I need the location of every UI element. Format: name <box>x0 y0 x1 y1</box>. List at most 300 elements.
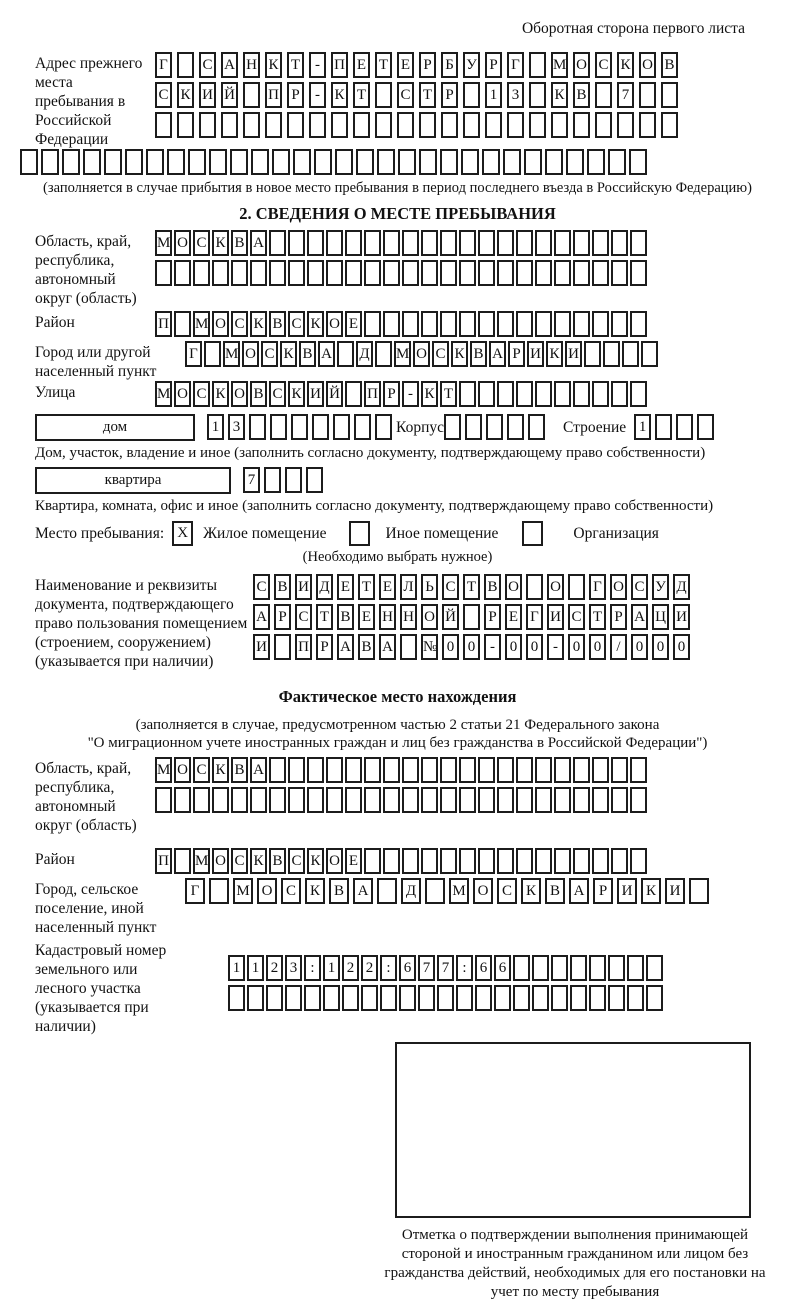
char-box[interactable] <box>535 260 552 286</box>
char-box[interactable] <box>516 757 533 783</box>
char-box[interactable] <box>265 112 282 138</box>
char-box[interactable] <box>486 414 503 440</box>
char-box[interactable] <box>589 955 606 981</box>
char-box[interactable] <box>463 112 480 138</box>
char-box[interactable] <box>441 112 458 138</box>
char-box[interactable] <box>440 260 457 286</box>
char-box[interactable]: Г <box>185 878 205 904</box>
char-box[interactable] <box>228 985 245 1011</box>
char-box[interactable] <box>551 955 568 981</box>
char-box[interactable]: Е <box>397 52 414 78</box>
char-box[interactable] <box>193 787 210 813</box>
char-box[interactable] <box>167 149 185 175</box>
char-box[interactable] <box>554 230 571 256</box>
char-box[interactable]: 7 <box>418 955 435 981</box>
char-box[interactable]: 0 <box>526 634 543 660</box>
char-box[interactable] <box>535 848 552 874</box>
char-box[interactable] <box>497 311 514 337</box>
char-box[interactable] <box>364 311 381 337</box>
char-box[interactable]: Р <box>441 82 458 108</box>
apartment-type-box[interactable]: квартира <box>35 467 231 494</box>
char-box[interactable]: 0 <box>442 634 459 660</box>
char-box[interactable]: К <box>288 381 305 407</box>
char-box[interactable] <box>459 787 476 813</box>
char-box[interactable] <box>375 112 392 138</box>
char-box[interactable] <box>326 230 343 256</box>
char-box[interactable]: К <box>250 311 267 337</box>
char-box[interactable] <box>402 311 419 337</box>
char-box[interactable]: Й <box>326 381 343 407</box>
char-box[interactable] <box>421 311 438 337</box>
char-box[interactable]: К <box>280 341 297 367</box>
char-box[interactable] <box>337 341 354 367</box>
char-box[interactable] <box>587 149 605 175</box>
char-box[interactable] <box>689 878 709 904</box>
char-box[interactable] <box>646 985 663 1011</box>
char-box[interactable]: П <box>265 82 282 108</box>
char-box[interactable] <box>485 112 502 138</box>
char-box[interactable]: 3 <box>507 82 524 108</box>
char-box[interactable]: С <box>269 381 286 407</box>
char-box[interactable] <box>421 757 438 783</box>
char-box[interactable]: Л <box>400 574 417 600</box>
char-box[interactable]: С <box>497 878 517 904</box>
char-box[interactable]: В <box>231 230 248 256</box>
char-box[interactable] <box>174 848 191 874</box>
char-box[interactable] <box>402 230 419 256</box>
char-box[interactable] <box>463 604 480 630</box>
char-box[interactable]: С <box>193 230 210 256</box>
char-box[interactable]: И <box>547 604 564 630</box>
char-box[interactable]: 7 <box>243 467 260 493</box>
char-box[interactable] <box>177 52 194 78</box>
char-box[interactable]: Д <box>316 574 333 600</box>
char-box[interactable] <box>421 260 438 286</box>
char-box[interactable] <box>155 787 172 813</box>
char-box[interactable]: К <box>521 878 541 904</box>
char-box[interactable] <box>676 414 693 440</box>
char-box[interactable] <box>639 112 656 138</box>
char-box[interactable]: О <box>257 878 277 904</box>
char-box[interactable]: С <box>595 52 612 78</box>
char-box[interactable] <box>440 757 457 783</box>
char-box[interactable] <box>345 787 362 813</box>
char-box[interactable] <box>269 230 286 256</box>
char-box[interactable] <box>204 341 221 367</box>
char-box[interactable] <box>285 985 302 1011</box>
char-box[interactable]: П <box>155 848 172 874</box>
char-box[interactable]: И <box>527 341 544 367</box>
char-box[interactable]: О <box>413 341 430 367</box>
char-box[interactable] <box>629 149 647 175</box>
char-box[interactable] <box>231 787 248 813</box>
char-box[interactable]: С <box>288 848 305 874</box>
char-box[interactable] <box>573 757 590 783</box>
char-box[interactable]: О <box>242 341 259 367</box>
char-box[interactable]: № <box>421 634 438 660</box>
char-box[interactable]: Т <box>419 82 436 108</box>
char-box[interactable] <box>188 149 206 175</box>
char-box[interactable] <box>288 260 305 286</box>
char-box[interactable]: М <box>233 878 253 904</box>
char-box[interactable] <box>125 149 143 175</box>
char-box[interactable]: Г <box>526 604 543 630</box>
char-box[interactable] <box>461 149 479 175</box>
char-box[interactable] <box>418 985 435 1011</box>
char-box[interactable] <box>398 149 416 175</box>
char-box[interactable]: С <box>261 341 278 367</box>
char-box[interactable] <box>421 787 438 813</box>
char-box[interactable]: М <box>394 341 411 367</box>
char-box[interactable]: К <box>421 381 438 407</box>
char-box[interactable] <box>497 757 514 783</box>
char-box[interactable] <box>269 260 286 286</box>
char-box[interactable] <box>383 757 400 783</box>
char-box[interactable] <box>526 574 543 600</box>
char-box[interactable] <box>478 848 495 874</box>
char-box[interactable] <box>639 82 656 108</box>
char-box[interactable]: М <box>155 230 172 256</box>
char-box[interactable]: О <box>573 52 590 78</box>
char-box[interactable]: О <box>547 574 564 600</box>
char-box[interactable]: Г <box>185 341 202 367</box>
char-box[interactable] <box>611 787 628 813</box>
char-box[interactable] <box>529 112 546 138</box>
char-box[interactable] <box>516 787 533 813</box>
char-box[interactable]: Г <box>155 52 172 78</box>
char-box[interactable] <box>383 787 400 813</box>
char-box[interactable]: А <box>379 634 396 660</box>
char-box[interactable] <box>595 82 612 108</box>
char-box[interactable] <box>383 260 400 286</box>
char-box[interactable] <box>230 149 248 175</box>
char-box[interactable] <box>314 149 332 175</box>
char-box[interactable]: И <box>673 604 690 630</box>
char-box[interactable] <box>380 985 397 1011</box>
char-box[interactable] <box>528 414 545 440</box>
char-box[interactable] <box>83 149 101 175</box>
char-box[interactable] <box>104 149 122 175</box>
char-box[interactable]: Д <box>401 878 421 904</box>
char-box[interactable] <box>199 112 216 138</box>
char-box[interactable]: 6 <box>475 955 492 981</box>
char-box[interactable] <box>589 985 606 1011</box>
char-box[interactable] <box>209 149 227 175</box>
char-box[interactable] <box>421 230 438 256</box>
char-box[interactable]: Б <box>441 52 458 78</box>
char-box[interactable] <box>221 112 238 138</box>
char-box[interactable] <box>611 381 628 407</box>
char-box[interactable] <box>440 230 457 256</box>
char-box[interactable] <box>361 985 378 1011</box>
char-box[interactable]: 0 <box>463 634 480 660</box>
char-box[interactable]: 1 <box>207 414 224 440</box>
char-box[interactable] <box>269 787 286 813</box>
char-box[interactable] <box>554 787 571 813</box>
char-box[interactable] <box>535 757 552 783</box>
char-box[interactable]: Е <box>337 574 354 600</box>
char-box[interactable] <box>400 634 417 660</box>
char-box[interactable]: Ь <box>421 574 438 600</box>
char-box[interactable] <box>342 985 359 1011</box>
char-box[interactable] <box>573 311 590 337</box>
char-box[interactable]: Й <box>221 82 238 108</box>
char-box[interactable] <box>630 230 647 256</box>
char-box[interactable] <box>251 149 269 175</box>
char-box[interactable]: Е <box>505 604 522 630</box>
char-box[interactable]: 0 <box>568 634 585 660</box>
char-box[interactable] <box>630 311 647 337</box>
char-box[interactable]: / <box>610 634 627 660</box>
char-box[interactable] <box>402 260 419 286</box>
char-box[interactable]: В <box>269 848 286 874</box>
char-box[interactable]: М <box>223 341 240 367</box>
char-box[interactable]: К <box>250 848 267 874</box>
char-box[interactable] <box>608 955 625 981</box>
char-box[interactable] <box>507 112 524 138</box>
char-box[interactable]: В <box>470 341 487 367</box>
char-box[interactable] <box>478 230 495 256</box>
char-box[interactable] <box>573 787 590 813</box>
char-box[interactable]: Ц <box>652 604 669 630</box>
char-box[interactable] <box>630 757 647 783</box>
char-box[interactable]: А <box>631 604 648 630</box>
char-box[interactable]: С <box>288 311 305 337</box>
char-box[interactable]: 1 <box>485 82 502 108</box>
char-box[interactable]: А <box>221 52 238 78</box>
char-box[interactable] <box>243 82 260 108</box>
char-box[interactable] <box>440 848 457 874</box>
char-box[interactable] <box>421 848 438 874</box>
char-box[interactable] <box>304 985 321 1011</box>
char-box[interactable]: П <box>331 52 348 78</box>
stay-type-checkbox-residential[interactable]: X <box>172 521 193 546</box>
char-box[interactable]: И <box>199 82 216 108</box>
char-box[interactable] <box>287 112 304 138</box>
char-box[interactable]: И <box>307 381 324 407</box>
char-box[interactable]: Е <box>379 574 396 600</box>
char-box[interactable] <box>174 311 191 337</box>
char-box[interactable] <box>497 848 514 874</box>
char-box[interactable] <box>630 848 647 874</box>
char-box[interactable] <box>274 634 291 660</box>
char-box[interactable]: В <box>274 574 291 600</box>
char-box[interactable] <box>592 311 609 337</box>
char-box[interactable]: П <box>295 634 312 660</box>
char-box[interactable]: О <box>473 878 493 904</box>
char-box[interactable] <box>375 341 392 367</box>
char-box[interactable] <box>440 149 458 175</box>
char-box[interactable] <box>212 787 229 813</box>
char-box[interactable] <box>630 787 647 813</box>
char-box[interactable] <box>497 787 514 813</box>
char-box[interactable]: Р <box>593 878 613 904</box>
char-box[interactable]: Г <box>589 574 606 600</box>
char-box[interactable] <box>622 341 639 367</box>
char-box[interactable] <box>247 985 264 1011</box>
char-box[interactable] <box>459 381 476 407</box>
char-box[interactable]: Д <box>673 574 690 600</box>
char-box[interactable] <box>627 955 644 981</box>
char-box[interactable] <box>459 260 476 286</box>
char-box[interactable]: К <box>307 848 324 874</box>
char-box[interactable]: 1 <box>323 955 340 981</box>
char-box[interactable] <box>603 341 620 367</box>
char-box[interactable] <box>497 260 514 286</box>
char-box[interactable] <box>41 149 59 175</box>
char-box[interactable] <box>592 230 609 256</box>
char-box[interactable]: 6 <box>399 955 416 981</box>
char-box[interactable] <box>570 955 587 981</box>
char-box[interactable] <box>269 757 286 783</box>
char-box[interactable]: О <box>212 848 229 874</box>
char-box[interactable] <box>383 311 400 337</box>
char-box[interactable]: К <box>617 52 634 78</box>
char-box[interactable] <box>270 414 287 440</box>
char-box[interactable] <box>532 955 549 981</box>
char-box[interactable]: : <box>304 955 321 981</box>
char-box[interactable] <box>532 985 549 1011</box>
char-box[interactable]: Т <box>440 381 457 407</box>
char-box[interactable] <box>535 787 552 813</box>
char-box[interactable] <box>307 230 324 256</box>
char-box[interactable] <box>309 112 326 138</box>
char-box[interactable]: 1 <box>247 955 264 981</box>
char-box[interactable]: 1 <box>634 414 651 440</box>
char-box[interactable]: 0 <box>652 634 669 660</box>
char-box[interactable] <box>573 112 590 138</box>
char-box[interactable]: А <box>353 878 373 904</box>
char-box[interactable]: О <box>174 381 191 407</box>
char-box[interactable]: Е <box>345 311 362 337</box>
char-box[interactable] <box>524 149 542 175</box>
char-box[interactable]: К <box>451 341 468 367</box>
char-box[interactable]: О <box>326 848 343 874</box>
char-box[interactable]: У <box>463 52 480 78</box>
char-box[interactable] <box>345 260 362 286</box>
char-box[interactable] <box>209 878 229 904</box>
char-box[interactable] <box>364 260 381 286</box>
char-box[interactable]: - <box>547 634 564 660</box>
char-box[interactable]: В <box>484 574 501 600</box>
char-box[interactable] <box>573 381 590 407</box>
char-box[interactable]: Р <box>508 341 525 367</box>
char-box[interactable] <box>288 230 305 256</box>
char-box[interactable] <box>174 260 191 286</box>
char-box[interactable]: И <box>565 341 582 367</box>
char-box[interactable] <box>402 757 419 783</box>
char-box[interactable]: О <box>610 574 627 600</box>
char-box[interactable]: 0 <box>589 634 606 660</box>
char-box[interactable]: 3 <box>285 955 302 981</box>
char-box[interactable] <box>437 985 454 1011</box>
char-box[interactable] <box>529 52 546 78</box>
char-box[interactable]: К <box>212 381 229 407</box>
char-box[interactable] <box>535 230 552 256</box>
char-box[interactable] <box>377 149 395 175</box>
char-box[interactable] <box>554 757 571 783</box>
char-box[interactable] <box>478 381 495 407</box>
char-box[interactable]: И <box>253 634 270 660</box>
char-box[interactable] <box>551 985 568 1011</box>
char-box[interactable]: С <box>295 604 312 630</box>
char-box[interactable]: 0 <box>631 634 648 660</box>
char-box[interactable] <box>554 381 571 407</box>
char-box[interactable]: К <box>331 82 348 108</box>
char-box[interactable] <box>345 757 362 783</box>
char-box[interactable] <box>516 230 533 256</box>
char-box[interactable]: - <box>309 82 326 108</box>
char-box[interactable] <box>535 311 552 337</box>
char-box[interactable]: 1 <box>228 955 245 981</box>
char-box[interactable] <box>425 878 445 904</box>
char-box[interactable] <box>459 230 476 256</box>
char-box[interactable]: Т <box>589 604 606 630</box>
char-box[interactable] <box>155 112 172 138</box>
char-box[interactable] <box>497 381 514 407</box>
char-box[interactable] <box>478 260 495 286</box>
char-box[interactable]: Н <box>243 52 260 78</box>
char-box[interactable]: 0 <box>673 634 690 660</box>
char-box[interactable] <box>231 260 248 286</box>
char-box[interactable] <box>375 414 392 440</box>
char-box[interactable] <box>494 985 511 1011</box>
char-box[interactable]: К <box>305 878 325 904</box>
char-box[interactable]: Т <box>463 574 480 600</box>
char-box[interactable]: С <box>231 848 248 874</box>
char-box[interactable] <box>641 341 658 367</box>
char-box[interactable] <box>570 985 587 1011</box>
char-box[interactable]: И <box>665 878 685 904</box>
char-box[interactable]: 0 <box>505 634 522 660</box>
char-box[interactable]: Е <box>358 604 375 630</box>
char-box[interactable] <box>383 848 400 874</box>
stay-type-checkbox-other[interactable] <box>349 521 370 546</box>
char-box[interactable] <box>331 112 348 138</box>
char-box[interactable] <box>573 230 590 256</box>
char-box[interactable]: У <box>652 574 669 600</box>
char-box[interactable]: В <box>337 604 354 630</box>
char-box[interactable] <box>554 311 571 337</box>
char-box[interactable]: В <box>269 311 286 337</box>
char-box[interactable] <box>307 757 324 783</box>
char-box[interactable] <box>611 230 628 256</box>
char-box[interactable]: С <box>281 878 301 904</box>
char-box[interactable] <box>285 467 302 493</box>
char-box[interactable] <box>193 260 210 286</box>
char-box[interactable] <box>272 149 290 175</box>
char-box[interactable] <box>326 787 343 813</box>
char-box[interactable] <box>266 985 283 1011</box>
char-box[interactable]: 6 <box>494 955 511 981</box>
char-box[interactable]: Д <box>356 341 373 367</box>
char-box[interactable]: В <box>573 82 590 108</box>
char-box[interactable]: К <box>212 230 229 256</box>
char-box[interactable]: А <box>253 604 270 630</box>
char-box[interactable]: П <box>155 311 172 337</box>
char-box[interactable] <box>20 149 38 175</box>
char-box[interactable] <box>364 787 381 813</box>
char-box[interactable]: Н <box>400 604 417 630</box>
char-box[interactable]: С <box>155 82 172 108</box>
char-box[interactable] <box>475 985 492 1011</box>
char-box[interactable] <box>478 787 495 813</box>
char-box[interactable]: Р <box>287 82 304 108</box>
char-box[interactable]: И <box>295 574 312 600</box>
char-box[interactable]: - <box>402 381 419 407</box>
char-box[interactable]: С <box>199 52 216 78</box>
char-box[interactable]: - <box>484 634 501 660</box>
